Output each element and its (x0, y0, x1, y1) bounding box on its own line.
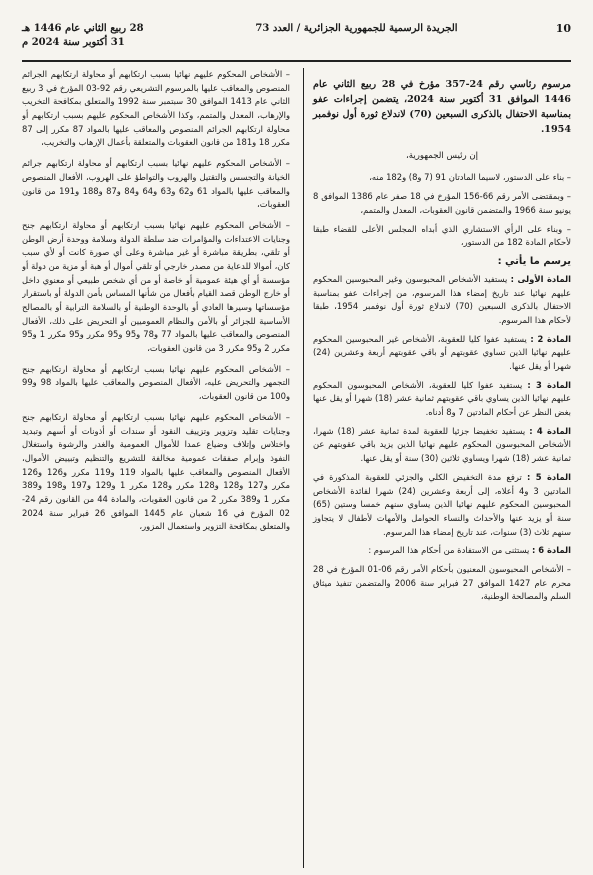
journal-title: الجريدة الرسمية للجمهورية الجزائرية / العدد 73 (255, 23, 458, 34)
article-4-label: المادة 4 : (529, 425, 571, 436)
issue-date-gregorian: 31 أكتوبر سنة 2024 م (22, 36, 125, 48)
left-column (22, 68, 290, 868)
article-1-label: المادة الأولى : (510, 273, 571, 284)
article-2-label: المادة 2 : (530, 333, 571, 344)
article-2 (313, 333, 571, 374)
article-6 (313, 544, 571, 558)
exclusion-item-5: – الأشخاص المحكوم عليهم نهائيا بسبب ارتكابهم أو محاولة ارتكابهم جنح وجنايات تقليد وتزوير وتزييف النقود أو سندات أو أذونات أو أسهم وتبديد واختلاس وإتلاف وضياع عمدا للأموال العمومية والغدر والرشوة واستغلال النفوذ وإبرام صفقات عمومية مخالفة للتشريع والتنظيم وتبييض الأموال، الأفعال المنصوص والمعاقب عليها بالمواد 119 و119 مكرر و126 و126 مكرر و127 و128 و128 مكرر و128 مكرر 1 و129 و197 و198 و389 مكرر 1 و389 مكرر 2 من قانون العقوبات، والمادة 44 من القانون رقم 24-02 المؤرخ في 16 شعبان عام 1445 الموافق 26 فبراير سنة 2024 والمتعلق بمكافحة التزوير واستعمال المزور، (22, 411, 290, 532)
article-1-text: يستفيد الأشخاص المحبوسون وغير المحبوسين المحكوم عليهم نهائيا عند تاريخ إمضاء هذا المرسوم، من إجراءات عفو بمناسبة الاحتفال بالذكرى السبعين (70) لاندلاع ثورة أول نوفمبر 1954، طبقا لأحكام هذا المرسوم. (313, 273, 571, 325)
article-3 (313, 379, 571, 420)
article-3-label: المادة 3 : (527, 379, 571, 390)
article-5-label: المادة 5 : (526, 471, 571, 482)
legal-basis-3: – وبناء على الرأي الاستشاري الذي أبداه المجلس الأعلى للقضاء طبقا لأحكام المادة 182 من الدستور، (313, 223, 571, 248)
exclusion-item-2: – الأشخاص المحكوم عليهم نهائيا بسبب ارتكابهم أو محاولة ارتكابهم جرائم الخيانة والتجسس والتقتيل والهروب والتواطؤ على الهروب، الأفعال المنصوص والمعاقب عليها بالمواد 61 و62 و63 و64 و84 و87 و188 و191 من قانون العقوبات، (22, 158, 290, 210)
page-number: 10 (555, 22, 571, 35)
article-6-text: يستثنى من الاستفادة من أحكام هذا المرسوم : (368, 545, 530, 556)
right-column (303, 68, 571, 868)
article-1 (313, 273, 571, 328)
issue-date-hijri: 28 ربيع الثاني عام 1446 هـ (22, 23, 144, 34)
exclusion-item-1: – الأشخاص المحكوم عليهم نهائيا بسبب ارتكابهم أو محاولة ارتكابهم الجرائم المنصوص والمعاقب عليها بالمرسوم التشريعي رقم 92-03 المؤرخ في 3 ربيع الثاني عام 1413 الموافق 30 سبتمبر سنة 1992 والمتعلق بمكافحة التخريب والإرهاب، المعدل والمتمم، وكذا الأشخاص المحكوم عليهم بسبب ارتكابهم أو محاولة ارتكابهم الجرائم المنصوص والمعاقب عليها بالمواد 87 مكرر إلى 87 مكرر 18 و181 من قانون العقوبات والمتعلقة بأعمال الإرهاب والتخريب، (22, 69, 290, 148)
issue-date (22, 22, 172, 49)
text-columns (22, 68, 571, 868)
decree-title: مرسوم رئاسي رقم 24-357 مؤرخ في 28 ربيع الثاني عام 1446 الموافق 31 أكتوبر سنة 2024، يتضمن إجراءات عفو بمناسبة الاحتفال بالذكرى السبعين (70) لاندلاع ثورة أول نوفمبر 1954. (313, 79, 571, 135)
exclusion-item-4: – الأشخاص المحكوم عليهم نهائيا بسبب ارتكابهم أو محاولة ارتكابهم جنح التجمهر والتحريض عليه، الأفعال المنصوص والمعاقب عليها بالمواد 98 و99 و100 من قانون العقوبات، (22, 363, 290, 402)
article-6-item-1: – الأشخاص المحبوسون المعنيون بأحكام الأمر رقم 06-01 المؤرخ في 28 محرم عام 1427 الموافق 27 فبراير سنة 2006 والمتضمن تنفيذ ميثاق السلم والمصالحة الوطنية، (313, 563, 571, 602)
article-2-text: يستفيد عفوا كليا للعقوبة، الأشخاص غير المحبوسين المحكوم عليهم نهائيا الذين تساوي عقوبتهم أو باقي عقوبتهم أربعة وعشرين (24) شهرا أو يقل عنها. (313, 333, 571, 371)
legal-basis-2: – وبمقتضى الأمر رقم 66-156 المؤرخ في 18 صفر عام 1386 الموافق 8 يونيو سنة 1966 والمتضمن قانون العقوبات، المعدل والمتمم، (313, 191, 571, 215)
exclusion-item-3: – الأشخاص المحكوم عليهم نهائيا بسبب ارتكابهم أو محاولة ارتكابهم جنح وجنايات الاعتداءات والمؤامرات ضد سلطة الدولة وسلامة ووحدة أرض الوطن أو تلقي، بطريقة مباشرة أو غير مباشرة وعلى أي صورة كانت أو لأي سبب كان، أموالا للدعاية من مصدر خارجي أو تلقي أموال أو هبة أو مزية من دولة أو مؤسسة أو أي هيئة عمومية أو خاصة أو من أي شخص طبيعي أو معنوي داخل أو خارج الوطن قصد القيام بأفعال من شأنها المساس بأمن الدولة أو باستقرار مؤسساتها وسيرها العادي أو بالوحدة الوطنية أو بالسلامة الترابية أو بالمصالح الأساسية للجزائر أو بالأمن والنظام العموميين أو التحريض على ذلك، الأفعال المنصوص والمعاقب عليها بالمواد 77 و78 و95 و95 مكرر و95 مكرر 1 و95 مكرر 2 و95 مكرر 3 من قانون العقوبات، (22, 219, 290, 354)
article-4 (313, 425, 571, 466)
article-3-text: يستفيد عفوا كليا للعقوبة، الأشخاص المحبوسون المحكوم عليهم نهائيا الذين يساوي باقي عقوبتهم ثمانية عشر (18) شهرا أو يقل عنها بغض النظر عن أحكام المادتين 7 و8 أدناه. (313, 379, 571, 418)
article-6-label: المادة 6 : (531, 545, 571, 556)
president-preamble: إن رئيس الجمهورية، (405, 151, 479, 162)
page-header (22, 22, 571, 62)
article-4-text: يستفيد تخفيضا جزئيا للعقوبة لمدة ثمانية عشر (18) شهرا، الأشخاص المحبوسون المحكوم عليهم نهائيا الذين يزيد باقي عقوبتهم عن ثمانية عشر (18) شهرا ويساوي ثلاثين (30) سنة أو يقل عنها. (313, 425, 571, 464)
decrees-heading: يرسم ما يأتي : (497, 255, 571, 267)
article-5 (313, 471, 571, 539)
article-5-text: ترفع مدة التخفيض الكلي والجزئي للعقوبة المذكورة في المادتين 3 و4 أعلاه، إلى أربعة وعشرين (24) شهرا لفائدة الأشخاص المحبوسين المحكوم عليهم نهائيا الذين يساوي سنهم خمسا وستين (65) سنة أو يزيد عنها والأحداث والنساء الحوامل والأمهات لأطفال لا يتجاوز سنهم ثلاث (3) سنوات، عند تاريخ إمضاء هذا المرسوم. (313, 471, 571, 537)
legal-basis-1: – بناء على الدستور، لاسيما المادتان 91 (7 و8) و182 منه، (369, 172, 571, 183)
